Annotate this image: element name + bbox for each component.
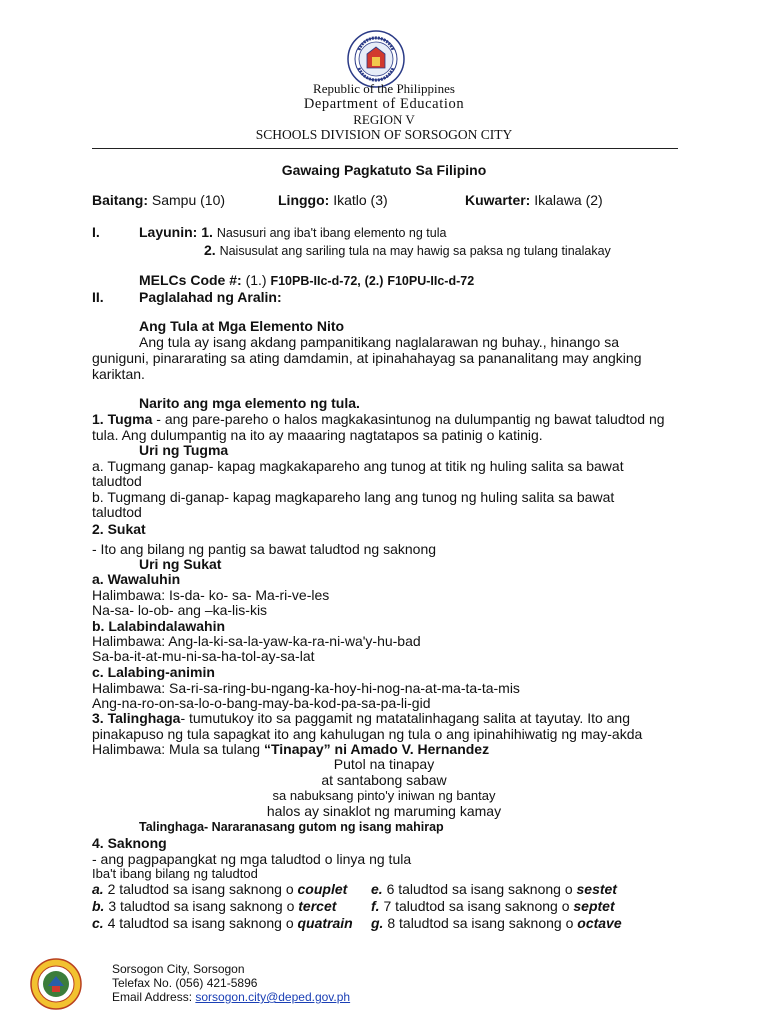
division-seal — [30, 958, 82, 1010]
talinghaga-note: Talinghaga- Nararanasang gutom ng isang mahirap — [139, 820, 444, 834]
tugma-line2: tula. Ang dulumpantig na ito ay maaaring nagtatapos sa patinig o katinig. — [92, 427, 543, 443]
talinghaga-example-label: Halimbawa: Mula sa tulang — [92, 741, 264, 757]
lalabindalawahin-ex2: Sa-ba-it-at-mu-ni-sa-ha-tol-ay-sa-lat — [92, 648, 315, 664]
footer-telefax: Telefax No. (056) 421-5896 — [112, 976, 258, 990]
melcs-c1: F10PB-IIc-d-72, — [270, 274, 361, 288]
baitang-label: Baitang: — [92, 192, 148, 208]
objective-1: Nasusuri ang iba't ibang elemento ng tula — [216, 226, 447, 240]
footer-email — [112, 990, 350, 1004]
uri-tugma: Uri ng Tugma — [139, 442, 229, 458]
melcs-c2: F10PU-IIc-d-72 — [387, 274, 475, 288]
saknong-title: 4. Saknong — [92, 835, 167, 851]
talinghaga-example-poem: “Tinapay” ni Amado V. Hernandez — [263, 741, 490, 757]
talinghaga-def: - tumutukoy ito sa paggamit ng matatalinhagang salita at tayutay. Ito ang — [180, 710, 631, 726]
section1-objective-2 — [204, 242, 611, 258]
elements-heading: Narito ang mga elemento ng tula. — [139, 395, 360, 411]
section2-numeral: II. — [92, 289, 104, 305]
poem-line-3: sa nabuksang pinto'y iniwan ng bantay — [272, 788, 496, 803]
header-division: SCHOOLS DIVISION OF SORSOGON CITY — [255, 127, 513, 142]
saknong-type-b: b. 3 taludtod sa isang saknong o tercet — [92, 898, 337, 914]
intro-p3: kariktan. — [92, 366, 145, 382]
wawaluhin: a. Wawaluhin — [92, 571, 181, 587]
intro-heading: Ang Tula at Mga Elemento Nito — [139, 318, 345, 334]
saknong-type-e: e. 6 taludtod sa isang saknong o sestet — [371, 881, 617, 897]
talinghaga-line1 — [92, 710, 630, 726]
lalabindalawahin: b. Lalabindalawahin — [92, 618, 226, 634]
layunin-label: Layunin: — [139, 224, 198, 240]
lalabindalawahin-ex1: Halimbawa: Ang-la-ki-sa-la-yaw-ka-ra-ni-wa'y-hu-bad — [92, 633, 421, 649]
saknong-def: - ang pagpapangkat ng mga taludtod o linya ng tula — [92, 851, 412, 867]
tugma-a1: a. Tugmang ganap- kapag magkakapareho ang tunog at titik ng huling salita sa bawat — [92, 458, 624, 474]
melcs-label: MELCs Code #: — [139, 272, 242, 288]
header-republic: Republic of the Philippines — [313, 81, 455, 96]
tugma-line1 — [92, 411, 665, 427]
kuwarter-value: Ikalawa (2) — [534, 192, 603, 208]
lalabing-animin-ex1: Halimbawa: Sa-ri-sa-ring-bu-ngang-ka-hoy-hi-nog-na-at-ma-ta-ta-mis — [92, 680, 520, 696]
meta-baitang — [92, 192, 225, 208]
talinghaga-example — [92, 741, 489, 757]
uri-sukat: Uri ng Sukat — [139, 556, 222, 572]
section1-numeral: I. — [92, 224, 100, 240]
melcs-code — [139, 272, 474, 288]
tugma-title: 1. Tugma — [92, 411, 153, 427]
lalabing-animin: c. Lalabing-animin — [92, 664, 215, 680]
poem-line-2: at santabong sabaw — [321, 772, 447, 788]
footer-email-link[interactable]: sorsogon.city@deped.gov.ph — [195, 990, 351, 1004]
linggo-value: Ikatlo (3) — [333, 192, 388, 208]
wawaluhin-ex1: Halimbawa: Is-da- ko- sa- Ma-ri-ve-les — [92, 587, 330, 603]
talinghaga-line2: pinakapuso ng tula sapagkat ito ang kahulugan ng tula o ang ipinahihiwatig ng may-akda — [92, 726, 643, 742]
section2-label: Paglalahad ng Aralin: — [139, 289, 282, 305]
linggo-label: Linggo: — [278, 192, 330, 208]
baitang-value: Sampu (10) — [151, 192, 226, 208]
kuwarter-label: Kuwarter: — [465, 192, 531, 208]
wawaluhin-ex2: Na-sa- lo-ob- ang –ka-lis-kis — [92, 602, 268, 618]
tugma-def: - ang pare-pareho o halos magkakasintunog na dulumpantig ng bawat taludtod ng — [152, 411, 665, 427]
saknong-type-a: a. 2 taludtod sa isang saknong o couplet — [92, 881, 348, 897]
saknong-type-g: g. 8 taludtod sa isang saknong o octave — [371, 915, 622, 931]
footer-email-label: Email Address: — [112, 990, 196, 1004]
objective-2-num: 2. — [204, 242, 216, 258]
saknong-type-f: f. 7 taludtod sa isang saknong o septet — [371, 898, 615, 914]
objective-2: Naisusulat ang sariling tula na may hawig sa paksa ng tulang tinalakay — [219, 244, 611, 258]
melcs-c2-num: (2.) — [364, 274, 384, 288]
intro-p2: guniguni, pinararating sa ating damdamin, at ipinahahayag sa pananalitang may angking — [92, 350, 642, 366]
talinghaga-title: 3. Talinghaga — [92, 710, 181, 726]
header-divider — [92, 148, 678, 149]
footer-address: Sorsogon City, Sorsogon — [112, 962, 245, 976]
doc-title: Gawaing Pagkatuto Sa Filipino — [281, 162, 487, 178]
sukat-def: - Ito ang bilang ng pantig sa bawat taludtod ng saknong — [92, 541, 437, 557]
poem-line-4: halos ay sinaklot ng maruming kamay — [266, 803, 502, 819]
objective-1-num: 1. — [201, 224, 213, 240]
saknong-sub: Iba't ibang bilang ng taludtod — [92, 866, 258, 881]
intro-p1: Ang tula ay isang akdang pampanitikang naglalarawan ng buhay., hinango sa — [139, 334, 619, 350]
deped-seal — [347, 30, 405, 88]
lalabing-animin-ex2: Ang-na-ro-on-sa-lo-o-bang-may-ba-kod-pa-sa-pa-li-gid — [92, 695, 431, 711]
tugma-b2: taludtod — [92, 504, 142, 520]
saknong-type-c: c. 4 taludtod sa isang saknong o quatrain — [92, 915, 353, 931]
meta-linggo — [278, 192, 388, 208]
sukat-title: 2. Sukat — [92, 521, 146, 537]
tugma-b1: b. Tugmang di-ganap- kapag magkapareho lang ang tunog ng huling salita sa bawat — [92, 489, 615, 505]
header-department: Department of Education — [303, 96, 465, 112]
section1-layunin — [139, 224, 446, 240]
meta-kuwarter — [465, 192, 603, 208]
header-region: REGION V — [353, 112, 415, 127]
melcs-c1-num: (1.) — [245, 272, 267, 288]
poem-line-1: Putol na tinapay — [333, 756, 435, 772]
tugma-a2: taludtod — [92, 473, 142, 489]
